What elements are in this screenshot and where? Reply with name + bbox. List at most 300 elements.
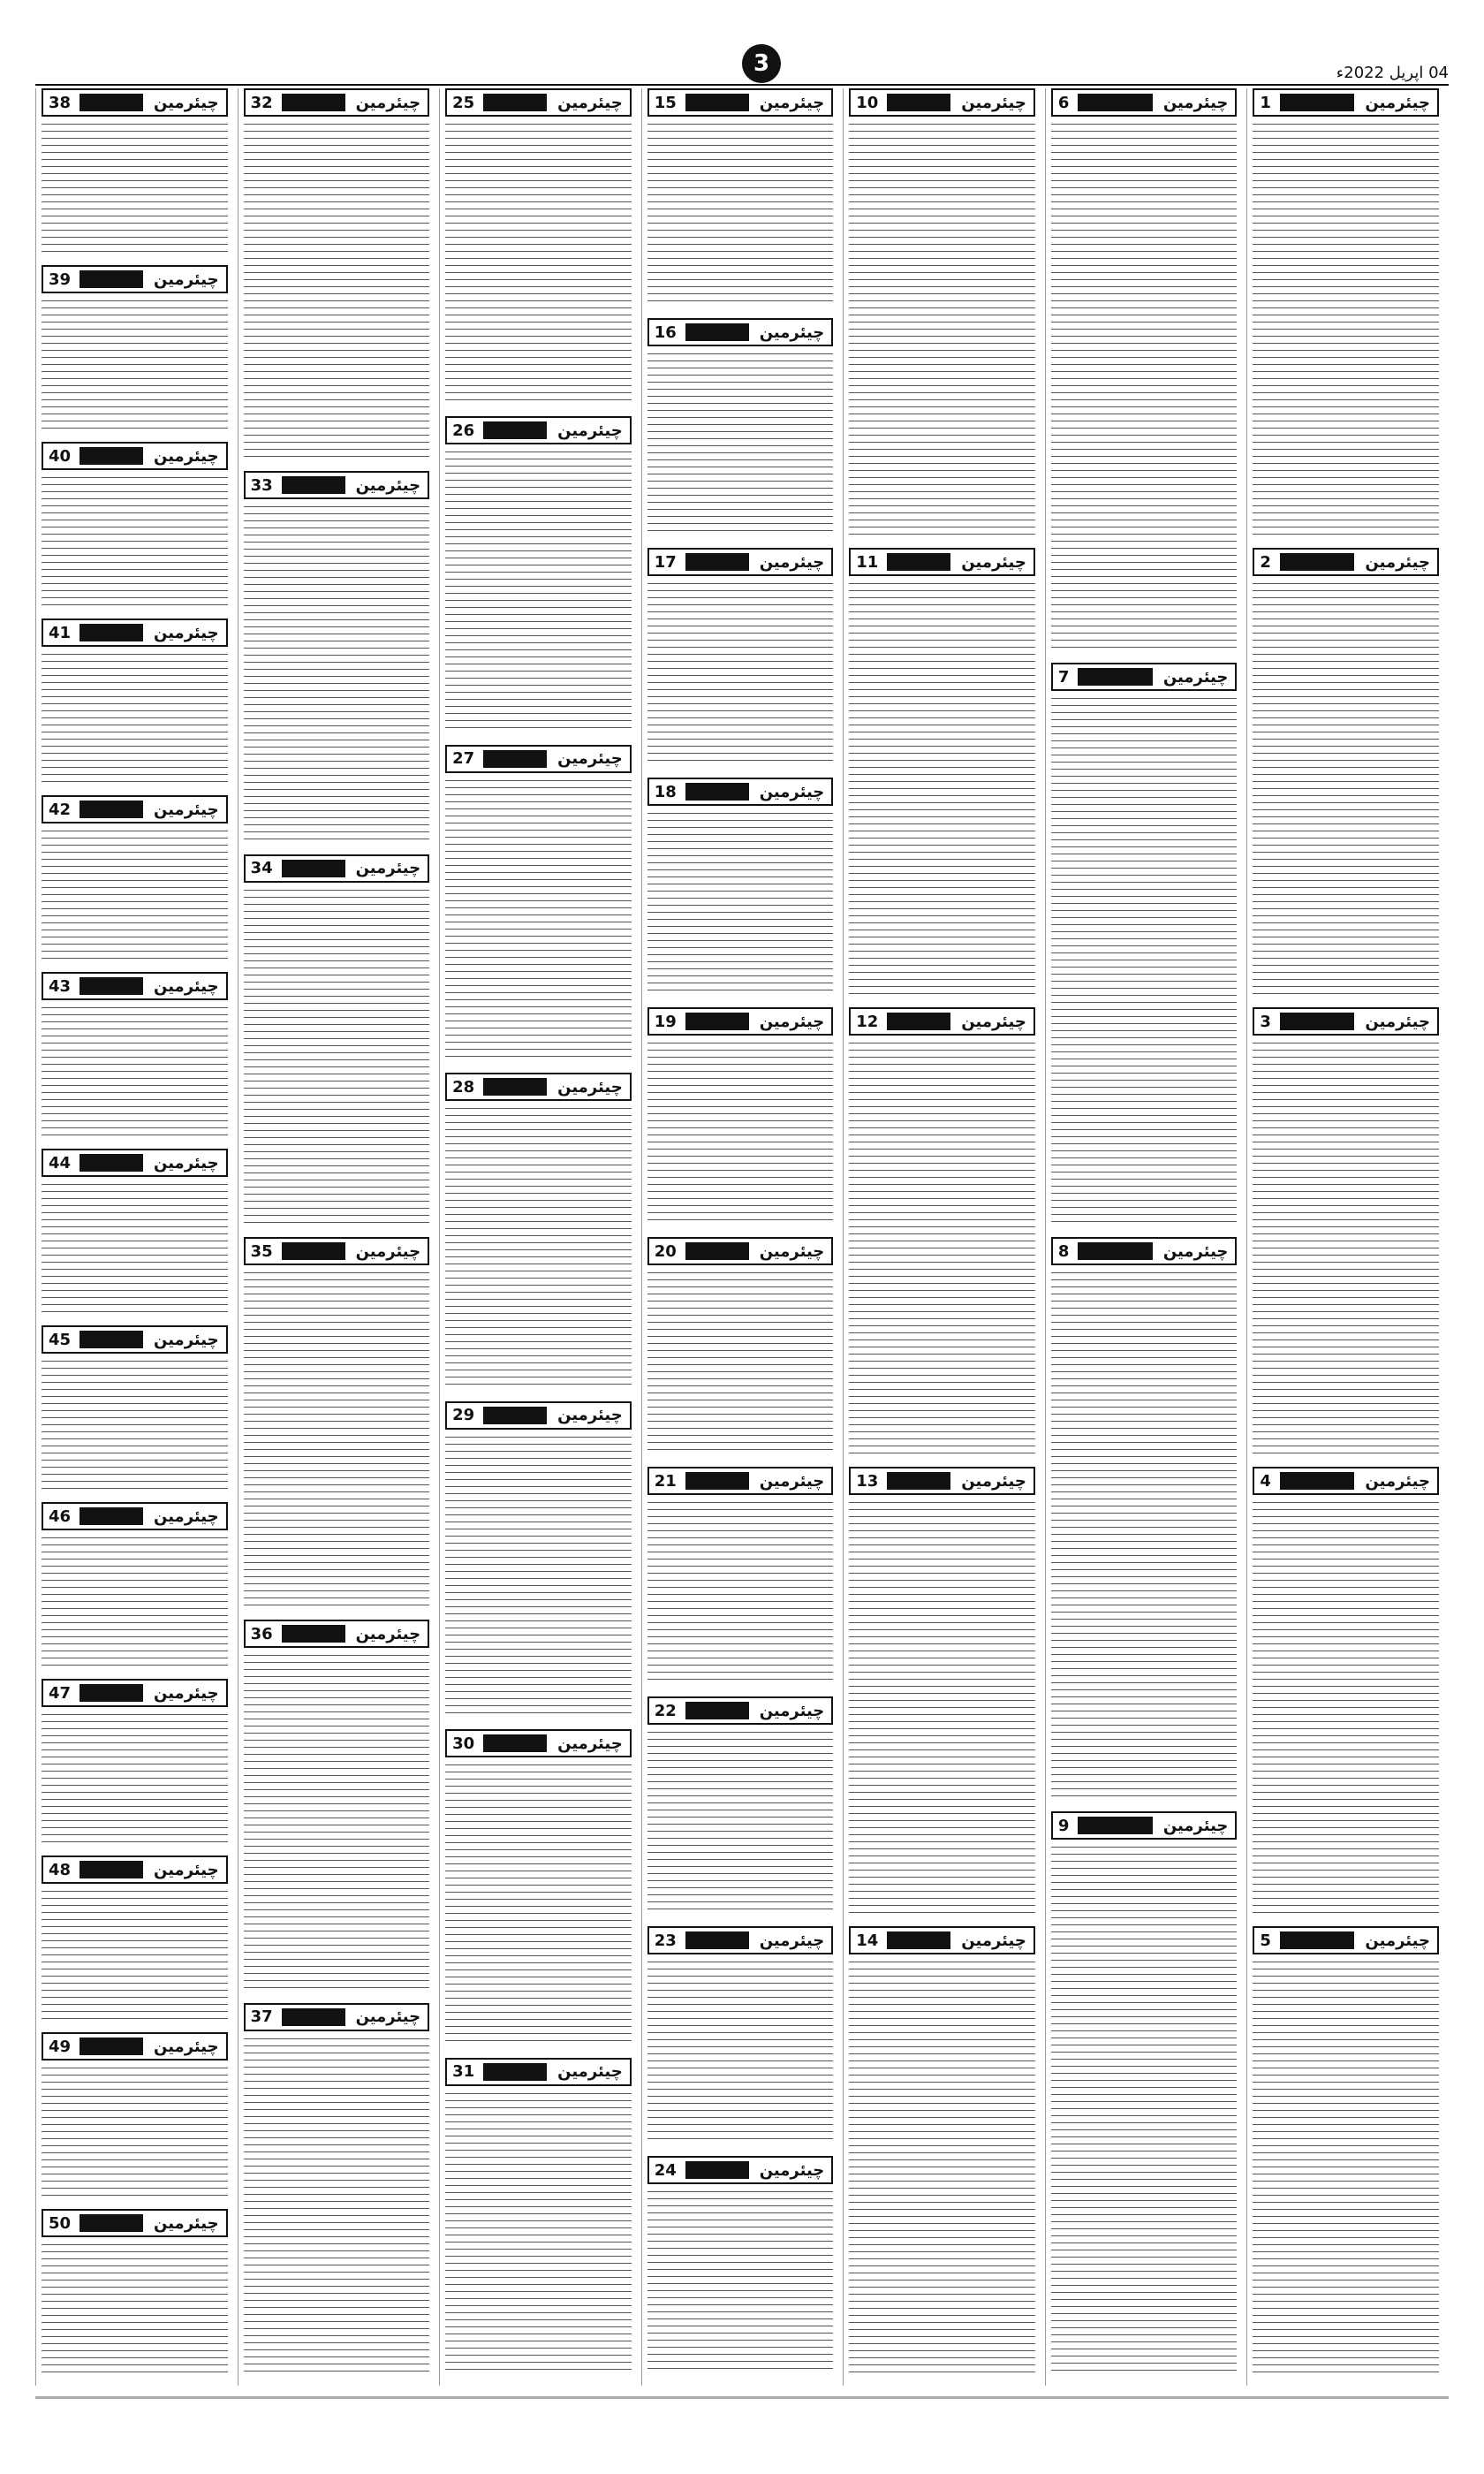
item-label: چیئرمین — [954, 1013, 1034, 1031]
item-body-text — [1051, 1843, 1238, 2373]
item-number: 13 — [856, 1471, 879, 1491]
item-number: 27 — [452, 749, 475, 769]
news-item — [1253, 1467, 1439, 1917]
item-header — [244, 854, 430, 883]
item-header-bar — [483, 1407, 547, 1424]
news-column — [1045, 88, 1243, 2386]
news-item — [42, 265, 228, 433]
item-body-text — [445, 1104, 632, 1388]
item-number: 44 — [49, 1153, 72, 1172]
item-label: چیئرمین — [753, 1242, 832, 1261]
item-header — [244, 88, 430, 117]
item-header — [849, 88, 1035, 117]
item-label: چیئرمین — [1156, 1242, 1236, 1261]
item-header-bar — [483, 421, 547, 439]
item-body-text — [42, 1180, 228, 1313]
item-number: 39 — [49, 269, 72, 289]
item-number: 30 — [452, 1734, 475, 1753]
item-body-text — [42, 297, 228, 429]
item-label: چیئرمین — [147, 94, 226, 112]
news-item — [42, 1325, 228, 1493]
item-number: 38 — [49, 93, 72, 112]
item-label: چیئرمین — [753, 323, 832, 342]
item-header — [244, 2003, 430, 2031]
news-item — [42, 972, 228, 1140]
item-body-text — [244, 1651, 430, 1990]
news-item — [244, 854, 430, 1228]
item-number: 4 — [1260, 1471, 1271, 1491]
item-header — [647, 1696, 834, 1725]
item-body-text — [1253, 1499, 1439, 1914]
item-header — [1253, 1926, 1439, 1954]
item-label: چیئرمین — [147, 1861, 226, 1879]
item-body-text — [849, 120, 1035, 535]
item-body-text — [445, 1433, 632, 1717]
news-item — [42, 795, 228, 963]
item-body-text — [445, 1761, 632, 2045]
item-number: 1 — [1260, 93, 1271, 112]
item-header-bar — [685, 323, 749, 341]
item-header-bar — [685, 1013, 749, 1030]
item-header-bar — [80, 801, 143, 818]
item-body-text — [647, 120, 834, 306]
item-header — [42, 618, 228, 647]
item-label: چیئرمین — [753, 553, 832, 572]
item-number: 32 — [250, 93, 273, 112]
item-number: 25 — [452, 93, 475, 112]
news-item — [849, 548, 1035, 998]
news-item — [849, 88, 1035, 539]
item-label: چیئرمین — [753, 1013, 832, 1031]
item-header-bar — [685, 783, 749, 801]
item-label: چیئرمین — [147, 624, 226, 642]
item-body-text — [445, 2090, 632, 2373]
news-item — [1051, 1811, 1238, 2377]
news-item — [647, 778, 834, 998]
news-item — [1253, 88, 1439, 539]
item-body-text — [42, 650, 228, 783]
item-body-text — [42, 2064, 228, 2197]
item-label: چیئرمین — [147, 1507, 226, 1526]
news-item — [244, 2003, 430, 2377]
item-header — [1051, 663, 1238, 691]
item-header — [849, 1467, 1035, 1495]
news-item — [42, 1679, 228, 1847]
item-header — [849, 1007, 1035, 1036]
item-header — [42, 1325, 228, 1354]
page-number: 3 — [742, 44, 781, 83]
item-body-text — [1051, 120, 1238, 650]
item-number: 46 — [49, 1506, 72, 1526]
item-number: 5 — [1260, 1931, 1271, 1950]
news-item — [42, 1149, 228, 1317]
item-number: 28 — [452, 1077, 475, 1097]
item-body-text — [445, 120, 632, 404]
item-header — [42, 2209, 228, 2237]
item-header-bar — [887, 1472, 950, 1490]
item-header-bar — [483, 750, 547, 768]
item-header — [1253, 88, 1439, 117]
item-header-bar — [1280, 94, 1354, 111]
item-header — [42, 795, 228, 823]
item-label: چیئرمین — [147, 977, 226, 996]
news-item — [647, 1007, 834, 1228]
item-header — [42, 1149, 228, 1177]
news-item — [1051, 1237, 1238, 1802]
item-header — [647, 548, 834, 576]
item-header-bar — [1078, 94, 1152, 111]
item-label: چیئرمین — [954, 1472, 1034, 1491]
item-header-bar — [80, 270, 143, 288]
item-header-bar — [80, 2038, 143, 2055]
news-item — [244, 1237, 430, 1611]
item-header-bar — [80, 1684, 143, 1702]
news-item — [445, 416, 632, 735]
news-item — [1051, 88, 1238, 654]
item-body-text — [647, 1958, 834, 2144]
item-number: 19 — [654, 1012, 677, 1031]
news-item — [445, 88, 632, 407]
item-body-text — [849, 1958, 1035, 2373]
item-label: چیئرمین — [753, 1472, 832, 1491]
item-header — [42, 88, 228, 117]
item-label: چیئرمین — [1358, 1013, 1437, 1031]
item-header — [42, 442, 228, 470]
news-item — [1051, 663, 1238, 1228]
item-number: 9 — [1057, 1816, 1070, 1835]
item-header-bar — [80, 1154, 143, 1172]
item-number: 18 — [654, 782, 677, 801]
item-body-text — [647, 350, 834, 535]
item-number: 29 — [452, 1406, 475, 1425]
news-item — [1253, 1007, 1439, 1458]
item-number: 45 — [49, 1330, 72, 1349]
news-column — [843, 88, 1041, 2386]
news-item — [849, 1467, 1035, 1917]
news-item — [849, 1007, 1035, 1458]
news-item — [42, 88, 228, 256]
item-label: چیئرمین — [550, 1078, 630, 1097]
item-header — [42, 2032, 228, 2060]
item-header-bar — [685, 2161, 749, 2179]
news-item — [849, 1926, 1035, 2377]
item-header — [445, 1729, 632, 1757]
item-header — [647, 2156, 834, 2184]
item-label: چیئرمین — [147, 1331, 226, 1349]
item-number: 24 — [654, 2160, 677, 2180]
news-column — [35, 88, 233, 2386]
item-header-bar — [887, 1013, 950, 1030]
item-body-text — [849, 1039, 1035, 1454]
item-header — [445, 1401, 632, 1430]
item-body-text — [647, 1499, 834, 1684]
item-body-text — [647, 1269, 834, 1454]
item-header — [1051, 1237, 1238, 1265]
news-item — [244, 88, 430, 462]
news-item — [647, 88, 834, 309]
item-number: 43 — [49, 976, 72, 996]
news-column — [439, 88, 637, 2386]
item-label: چیئرمین — [753, 783, 832, 801]
item-label: چیئرمین — [550, 421, 630, 440]
item-label: چیئرمین — [349, 1625, 428, 1643]
item-number: 10 — [856, 93, 879, 112]
item-label: چیئرمین — [349, 2007, 428, 2026]
item-body-text — [647, 580, 834, 765]
item-label: چیئرمین — [550, 749, 630, 768]
item-header-bar — [80, 624, 143, 641]
item-header-bar — [80, 2214, 143, 2232]
item-label: چیئرمین — [349, 94, 428, 112]
item-header-bar — [80, 1507, 143, 1525]
item-number: 12 — [856, 1012, 879, 1031]
item-label: چیئرمین — [349, 476, 428, 495]
item-number: 37 — [250, 2007, 273, 2027]
item-header — [445, 416, 632, 444]
news-item — [647, 1926, 834, 2147]
item-header-bar — [282, 2008, 345, 2026]
news-item — [445, 1401, 632, 1720]
item-header-bar — [282, 94, 345, 111]
news-item — [42, 1502, 228, 1670]
item-header — [647, 1926, 834, 1954]
item-number: 36 — [250, 1624, 273, 1643]
item-header-bar — [1078, 1817, 1152, 1834]
item-label: چیئرمین — [954, 1931, 1034, 1950]
item-number: 22 — [654, 1701, 677, 1720]
item-header-bar — [282, 1242, 345, 1260]
item-body-text — [42, 1711, 228, 1843]
item-header — [42, 1502, 228, 1530]
item-header-bar — [1078, 668, 1152, 686]
item-header-bar — [80, 1331, 143, 1348]
item-header-bar — [80, 447, 143, 465]
item-number: 20 — [654, 1241, 677, 1261]
item-header-bar — [1280, 1931, 1354, 1949]
item-body-text — [244, 2035, 430, 2373]
item-header-bar — [80, 94, 143, 111]
item-header-bar — [80, 977, 143, 995]
item-body-text — [42, 2241, 228, 2373]
news-item — [244, 471, 430, 845]
item-header-bar — [685, 553, 749, 571]
news-item — [445, 2058, 632, 2377]
item-body-text — [849, 580, 1035, 995]
item-number: 33 — [250, 475, 273, 495]
item-header — [647, 1007, 834, 1036]
item-header — [445, 745, 632, 773]
item-header — [849, 1926, 1035, 1954]
item-label: چیئرمین — [753, 1702, 832, 1720]
item-header — [1051, 1811, 1238, 1840]
item-body-text — [42, 1534, 228, 1666]
footer-divider — [35, 2396, 1449, 2399]
item-body-text — [1051, 1269, 1238, 1799]
item-label: چیئرمین — [349, 1242, 428, 1261]
item-number: 14 — [856, 1931, 879, 1950]
item-header-bar — [887, 553, 950, 571]
item-header — [647, 1467, 834, 1495]
item-label: چیئرمین — [753, 94, 832, 112]
item-body-text — [849, 1499, 1035, 1914]
news-item — [647, 1237, 834, 1458]
item-number: 17 — [654, 552, 677, 572]
item-number: 2 — [1260, 552, 1271, 572]
item-body-text — [244, 886, 430, 1225]
item-number: 48 — [49, 1860, 72, 1879]
item-label: چیئرمین — [1358, 553, 1437, 572]
item-body-text — [42, 1887, 228, 2020]
news-column — [641, 88, 839, 2386]
item-label: چیئرمین — [147, 2038, 226, 2056]
item-body-text — [42, 120, 228, 253]
item-label: چیئرمین — [147, 2214, 226, 2233]
news-item — [647, 318, 834, 539]
news-column — [238, 88, 435, 2386]
item-header-bar — [1280, 553, 1354, 571]
item-body-text — [244, 503, 430, 841]
item-body-text — [647, 809, 834, 995]
item-body-text — [244, 120, 430, 459]
item-body-text — [445, 777, 632, 1060]
page-header — [35, 44, 1449, 80]
item-number: 6 — [1057, 93, 1070, 112]
item-label: چیئرمین — [147, 270, 226, 289]
item-header-bar — [1280, 1013, 1354, 1030]
item-label: چیئرمین — [954, 94, 1034, 112]
item-label: چیئرمین — [954, 553, 1034, 572]
item-label: چیئرمین — [1156, 1817, 1236, 1835]
item-header — [647, 778, 834, 806]
item-header — [42, 265, 228, 293]
news-item — [445, 1729, 632, 2048]
item-number: 11 — [856, 552, 879, 572]
item-header — [42, 972, 228, 1000]
item-header — [1253, 1007, 1439, 1036]
news-item — [445, 745, 632, 1064]
item-body-text — [42, 1004, 228, 1136]
item-header-bar — [685, 94, 749, 111]
item-number: 49 — [49, 2037, 72, 2056]
item-number: 42 — [49, 800, 72, 819]
item-header-bar — [685, 1931, 749, 1949]
news-item — [42, 1856, 228, 2023]
news-item — [42, 442, 228, 610]
news-item — [647, 2156, 834, 2377]
item-header — [647, 318, 834, 346]
item-label: چیئرمین — [550, 94, 630, 112]
item-header-bar — [282, 860, 345, 877]
item-label: چیئرمین — [147, 447, 226, 466]
news-item — [1253, 548, 1439, 998]
item-label: چیئرمین — [1156, 94, 1236, 112]
item-label: چیئرمین — [147, 1684, 226, 1703]
item-header — [42, 1856, 228, 1884]
news-item — [42, 2209, 228, 2377]
item-number: 31 — [452, 2062, 475, 2082]
item-number: 15 — [654, 93, 677, 112]
item-header — [1253, 548, 1439, 576]
news-item — [647, 1696, 834, 1917]
item-header-bar — [685, 1702, 749, 1719]
item-label: چیئرمین — [550, 1406, 630, 1424]
item-header-bar — [887, 1931, 950, 1949]
item-header-bar — [80, 1861, 143, 1878]
item-header-bar — [483, 1078, 547, 1096]
item-header — [244, 471, 430, 499]
item-label: چیئرمین — [1358, 1931, 1437, 1950]
item-header — [647, 88, 834, 117]
header-divider — [35, 84, 1449, 86]
item-number: 8 — [1057, 1241, 1070, 1261]
item-header — [1051, 88, 1238, 117]
item-label: چیئرمین — [1358, 1472, 1437, 1491]
issue-date: 04 اپریل 2022ء — [1336, 64, 1449, 82]
item-body-text — [42, 827, 228, 960]
item-body-text — [1253, 580, 1439, 995]
item-header-bar — [483, 2063, 547, 2081]
item-number: 34 — [250, 859, 273, 878]
item-header-bar — [483, 1734, 547, 1752]
item-number: 40 — [49, 446, 72, 466]
news-column — [1246, 88, 1444, 2386]
item-label: چیئرمین — [349, 859, 428, 877]
news-item — [42, 618, 228, 786]
item-number: 23 — [654, 1931, 677, 1950]
news-item — [647, 548, 834, 769]
item-body-text — [1253, 1039, 1439, 1454]
item-label: چیئرمین — [550, 2062, 630, 2081]
item-header-bar — [685, 1242, 749, 1260]
item-header — [445, 1073, 632, 1101]
item-body-text — [42, 1357, 228, 1490]
item-number: 16 — [654, 323, 677, 342]
item-header — [849, 548, 1035, 576]
item-header — [445, 88, 632, 117]
item-number: 7 — [1057, 667, 1070, 687]
item-label: چیئرمین — [753, 2161, 832, 2180]
item-header — [445, 2058, 632, 2086]
item-header-bar — [685, 1472, 749, 1490]
item-header-bar — [887, 94, 950, 111]
news-item — [244, 1620, 430, 1993]
item-number: 21 — [654, 1471, 677, 1491]
item-header — [244, 1237, 430, 1265]
item-number: 50 — [49, 2213, 72, 2233]
item-body-text — [244, 1269, 430, 1607]
columns-container — [35, 88, 1449, 2386]
item-header-bar — [282, 1625, 345, 1643]
item-number: 3 — [1260, 1012, 1271, 1031]
item-body-text — [445, 448, 632, 732]
item-label: چیئرمین — [550, 1734, 630, 1753]
item-number: 41 — [49, 623, 72, 642]
item-label: چیئرمین — [1156, 668, 1236, 687]
item-header — [244, 1620, 430, 1648]
item-number: 47 — [49, 1683, 72, 1703]
item-header-bar — [483, 94, 547, 111]
item-header-bar — [1078, 1242, 1152, 1260]
news-item — [42, 2032, 228, 2200]
item-body-text — [647, 1728, 834, 1914]
item-body-text — [1253, 120, 1439, 535]
item-body-text — [647, 1039, 834, 1225]
item-number: 26 — [452, 421, 475, 440]
item-body-text — [647, 2188, 834, 2373]
item-label: چیئرمین — [147, 1154, 226, 1172]
news-item — [1253, 1926, 1439, 2377]
item-header-bar — [1280, 1472, 1354, 1490]
